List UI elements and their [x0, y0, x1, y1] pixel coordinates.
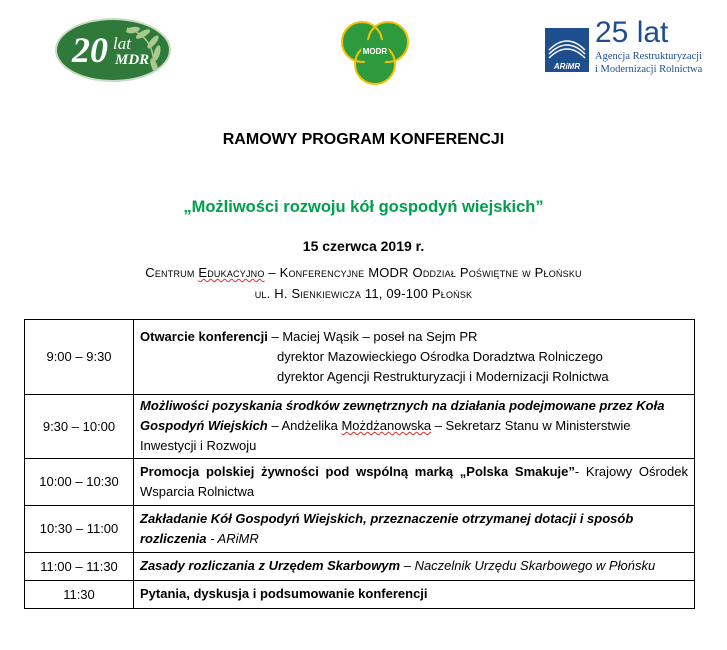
session-speaker-name: Możdżanowska — [341, 418, 432, 433]
row-description — [134, 459, 695, 506]
logo-number: 20 — [72, 30, 108, 70]
row-time: 11:00 – 11:30 — [25, 553, 134, 581]
arimr-mark-label: ARiMR — [553, 62, 581, 71]
logo-25-lat: 25 lat — [595, 16, 669, 49]
row-time: 9:30 – 10:00 — [25, 395, 134, 459]
session-speaker: - ARiMR — [206, 530, 259, 546]
session-title: Pytania, dyskusja i podsumowanie konferencji — [140, 586, 428, 601]
arimr-mark-icon — [545, 28, 589, 72]
row-description — [134, 320, 695, 395]
venue-part: Centrum — [145, 265, 199, 280]
logo-20-lat-mdr — [55, 18, 171, 82]
row-time: 11:30 — [25, 581, 134, 609]
program-table — [24, 319, 695, 609]
row-description — [134, 506, 695, 553]
row-description — [134, 395, 695, 459]
session-title: Zasady rozliczania z Urzędem Skarbowym — [140, 558, 401, 573]
session-speaker: – Naczelnik Urzędu Skarbowego w Płońsku — [400, 558, 656, 573]
row-time: 10:30 – 11:00 — [25, 506, 134, 553]
session-title: Możliwości pozyskania środków zewnętrznych na działania podejmowane przez Koła Gospodyń Wiejskich — [140, 398, 665, 433]
table-row — [25, 506, 695, 553]
row-description — [134, 553, 695, 581]
row-time: 10:00 – 10:30 — [25, 459, 134, 506]
venue-part-misspelled: Edukacyjno — [198, 265, 265, 280]
session-speaker: – Andżelika — [267, 418, 342, 433]
venue-part: – Konferencyjne MODR Oddział Poświętne w Płońsku — [264, 265, 582, 280]
table-row — [25, 395, 695, 459]
logo-modr-text: MODR — [362, 47, 388, 56]
session-title: Zakładanie Kół Gospodyń Wiejskich, przeznaczenie otrzymanej dotacji i sposób rozliczenia — [140, 510, 634, 546]
session-speaker: - Krajowy Ośrodek Wsparcia Rolnictwa — [140, 463, 688, 499]
row-time: 9:00 – 9:30 — [25, 320, 134, 395]
conference-address: ul. H. Sienkiewicza 11, 09-100 Płońsk — [254, 286, 473, 301]
row-description — [134, 581, 695, 609]
logo-org: MDR — [115, 52, 150, 68]
logo-agency-line1: Agencja Restrukturyzacji — [595, 51, 702, 62]
table-row — [25, 320, 695, 395]
logo-lat: lat — [113, 34, 131, 53]
table-row — [25, 581, 695, 609]
session-speaker: – Sekretarz Stanu w Ministerstwie Inwestycji i Rozwoju — [140, 418, 631, 453]
logo-modr — [334, 16, 416, 88]
document-title: RAMOWY PROGRAM KONFERENCJI — [222, 131, 505, 148]
conference-subtitle: „Możliwości rozwoju kół gospodyń wiejskich” — [183, 198, 544, 216]
session-title: Otwarcie konferencji — [140, 328, 268, 344]
session-speaker-line: dyrektor Mazowieckiego Ośrodka Doradztwa Rolniczego — [277, 348, 603, 364]
session-title: Promocja polskiej żywności pod wspólną marką „Polska Smakuje” — [140, 463, 575, 479]
conference-venue — [0, 265, 727, 280]
table-row — [25, 459, 695, 506]
table-row — [25, 553, 695, 581]
logo-25-lat-arimr — [545, 16, 715, 78]
session-speaker-line: dyrektor Agencji Restrukturyzacji i Modernizacji Rolnictwa — [277, 368, 609, 384]
logo-agency-line2: i Modernizacji Rolnictwa — [595, 64, 703, 75]
conference-date: 15 czerwca 2019 r. — [302, 238, 425, 254]
session-speaker: – Maciej Wąsik – poseł na Sejm PR — [267, 328, 478, 344]
